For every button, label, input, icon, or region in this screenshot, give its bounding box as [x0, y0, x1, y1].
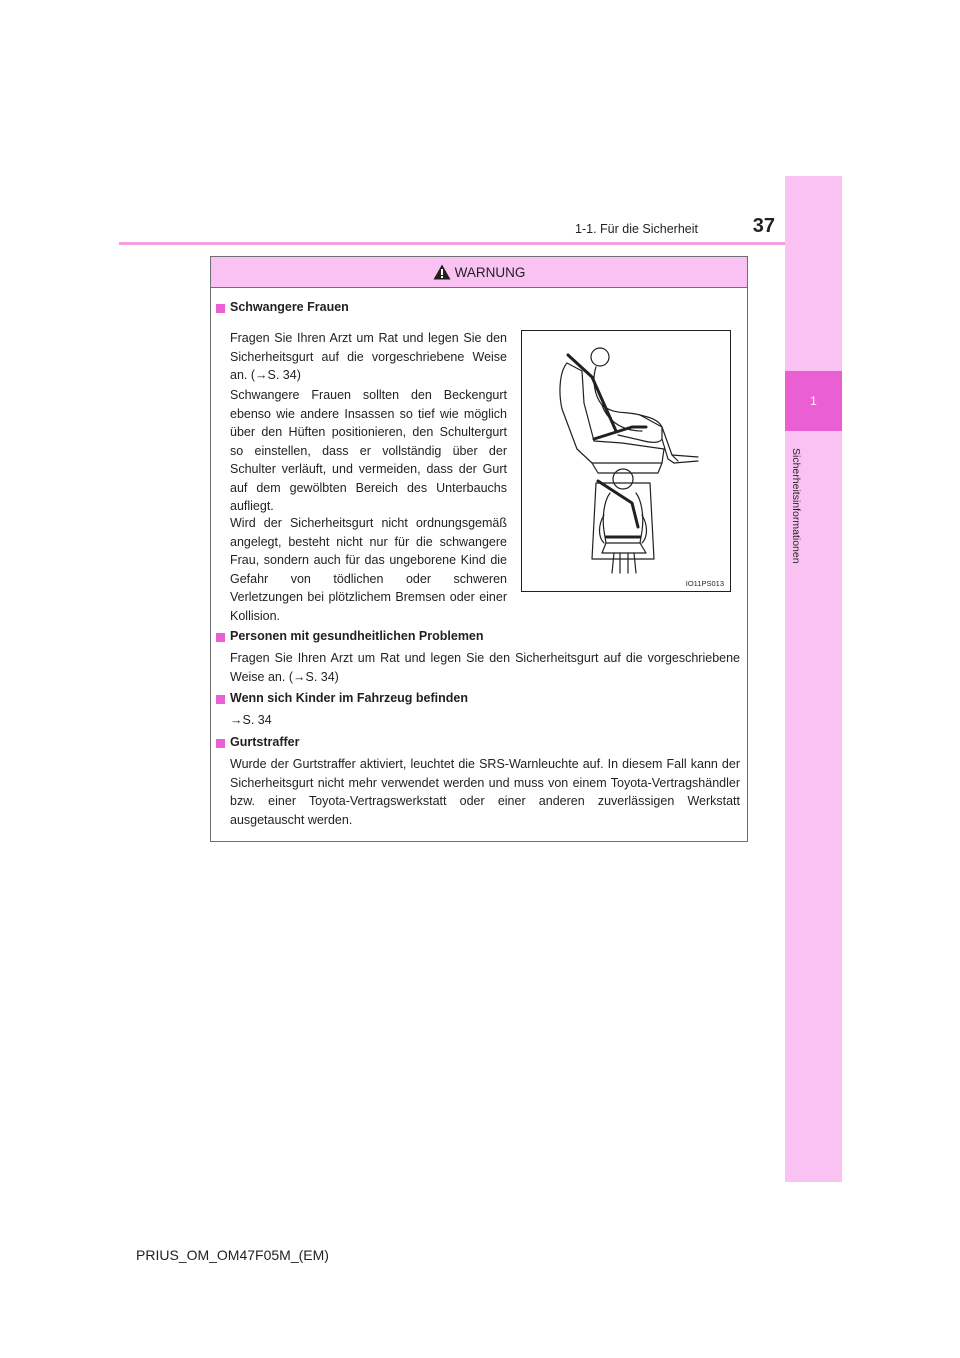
paragraph: Fragen Sie Ihren Arzt um Rat und legen Sie den Sicherheitsgurt auf die vorgeschriebene Weise an. (→S. 34) [230, 331, 507, 382]
document-code: PRIUS_OM_OM47F05M_(EM) [136, 1247, 329, 1263]
chapter-number: 1 [810, 394, 817, 408]
paragraph: Wird der Sicherheitsgurt nicht ordnungsgemäß angelegt, besteht nicht nur für die schwangere Frau, sondern auch für das ungeborene Kind die Gefahr von tödlichen oder schweren Verletzungen bei plötzlichem Bremsen oder einer Kollision. [230, 516, 507, 623]
side-tab-band [785, 176, 842, 1182]
section-bullet [216, 633, 225, 642]
warning-header [211, 257, 747, 288]
paragraph: Schwangere Frauen sollten den Beckengurt ebenso wie andere Insassen so tief wie möglich über den Hüften positionieren, den Schultergurt so einstellen, dass er vollständig über der Schulter verläuft, und vermeiden, dass der Gurt auf dem gewölbten Bereich des Unterbauchs aufliegt. [230, 388, 507, 513]
pregnant-woman-seatbelt-illustration [522, 331, 730, 577]
section-heading: Personen mit gesundheitlichen Problemen [230, 629, 484, 643]
chapter-label: Sicherheitsinformationen [790, 448, 802, 564]
section-title: 1-1. Für die Sicherheit [575, 222, 698, 236]
warning-triangle-icon [433, 264, 451, 280]
warning-title: WARNUNG [454, 264, 526, 280]
chapter-tab[interactable] [785, 371, 842, 431]
section-heading: Gurtstraffer [230, 735, 300, 749]
section-bullet [216, 695, 225, 704]
section-heading: Schwangere Frauen [230, 300, 349, 314]
section-bullet [216, 304, 225, 313]
paragraph: Fragen Sie Ihren Arzt um Rat und legen Sie den Sicherheitsgurt auf die vorgeschriebene Weise an. (→S. 34) [230, 651, 740, 684]
illustration-frame [521, 330, 731, 592]
paragraph: Wurde der Gurtstraffer aktiviert, leuchtet die SRS-Warnleuchte auf. In diesem Fall kann der Sicherheitsgurt nicht mehr verwendet werden und muss von einem Toyota-Vertragshändler bzw. einer Toyota-Vertragswerkstatt oder einer anderen zuverlässigen Werkstatt ausgetauscht werden. [230, 757, 740, 827]
figure-label: IO11PS013 [685, 579, 724, 588]
page-number: 37 [752, 215, 775, 237]
header-rule [119, 242, 785, 245]
section-bullet [216, 739, 225, 748]
page-reference[interactable]: →S. 34 [230, 713, 272, 727]
section-heading: Wenn sich Kinder im Fahrzeug befinden [230, 691, 468, 705]
